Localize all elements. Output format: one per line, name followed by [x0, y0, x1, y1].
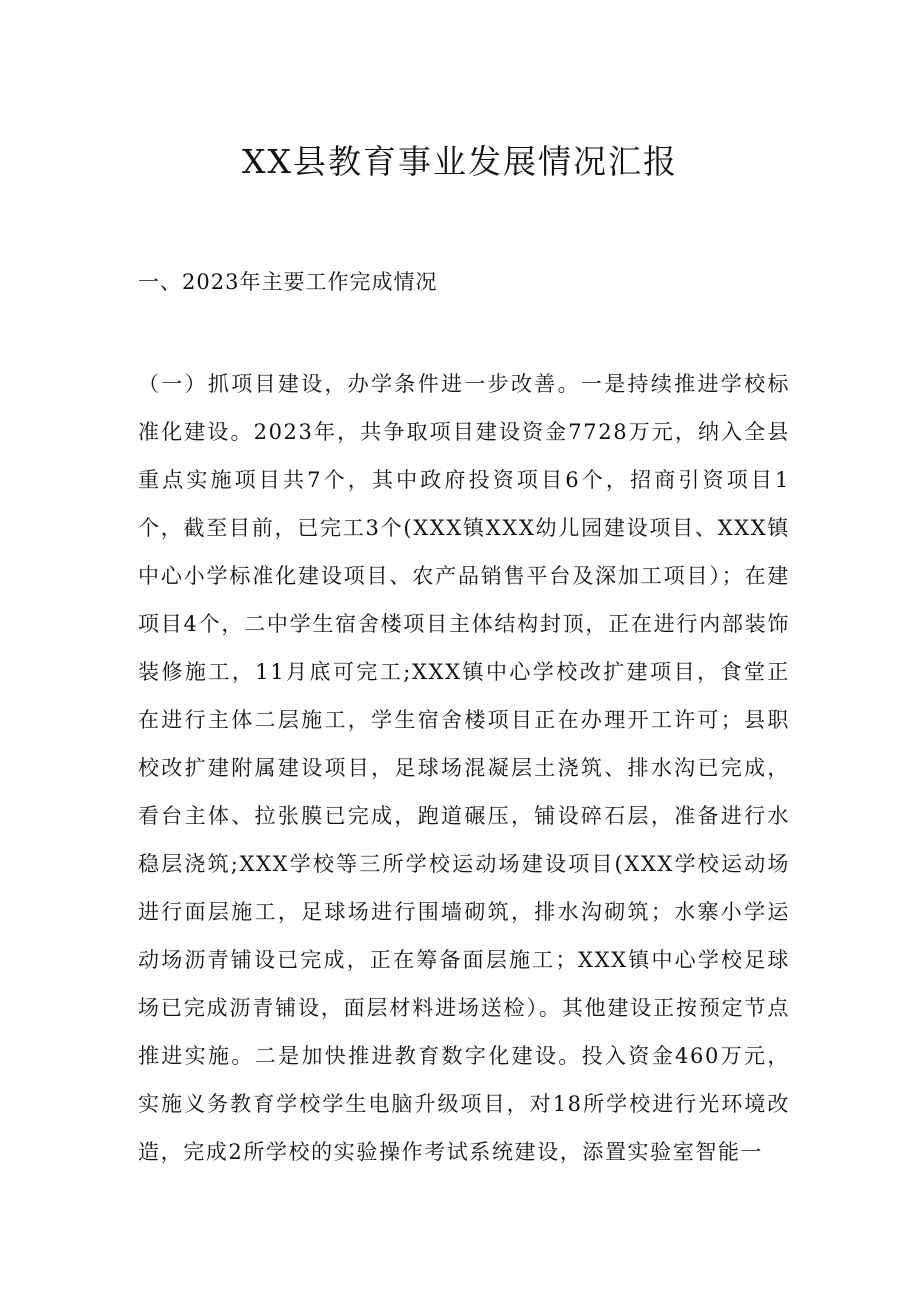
- section-heading: 一、2023年主要工作完成情况: [138, 270, 438, 294]
- body-paragraph: （一）抓项目建设，办学条件进一步改善。一是持续推进学校标准化建设。2023年，共争取项目建设资金7728万元，纳入全县重点实施项目共7个，其中政府投资项目6个，招商引资项目1个，截至目前，已完工3个(XXX镇XXX幼儿园建设项目、XXX镇中心小学标准化建设项目、农产品销售平台及深加工项目）；在建项目4个，二中学生宿舍楼项目主体结构封顶，正在进行内部装饰装修施工，11月底可完工;XXX镇中心学校改扩建项目，食堂正在进行主体二层施工，学生宿舍楼项目正在办理开工许可；县职校改扩建附属建设项目，足球场混凝层土浇筑、排水沟已完成，看台主体、拉张膜已完成，跑道碾压，铺设碎石层，准备进行水稳层浇筑;XXX学校等三所学校运动场建设项目(XXX学校运动场进行面层施工，足球场进行围墙砌筑，排水沟砌筑；水寨小学运动场沥青铺设已完成，正在筹备面层施工；XXX镇中心学校足球场已完成沥青铺设，面层材料进场送检）。其他建设正按预定节点推进实施。二是加快推进教育数字化建设。投入资金460万元，实施义务教育学校学生电脑升级项目，对18所学校进行光环境改造，完成2所学校的实验操作考试系统建设，添置实验室智能一: [138, 372, 790, 1164]
- document-title: XX县教育事业发展情况汇报: [242, 142, 678, 181]
